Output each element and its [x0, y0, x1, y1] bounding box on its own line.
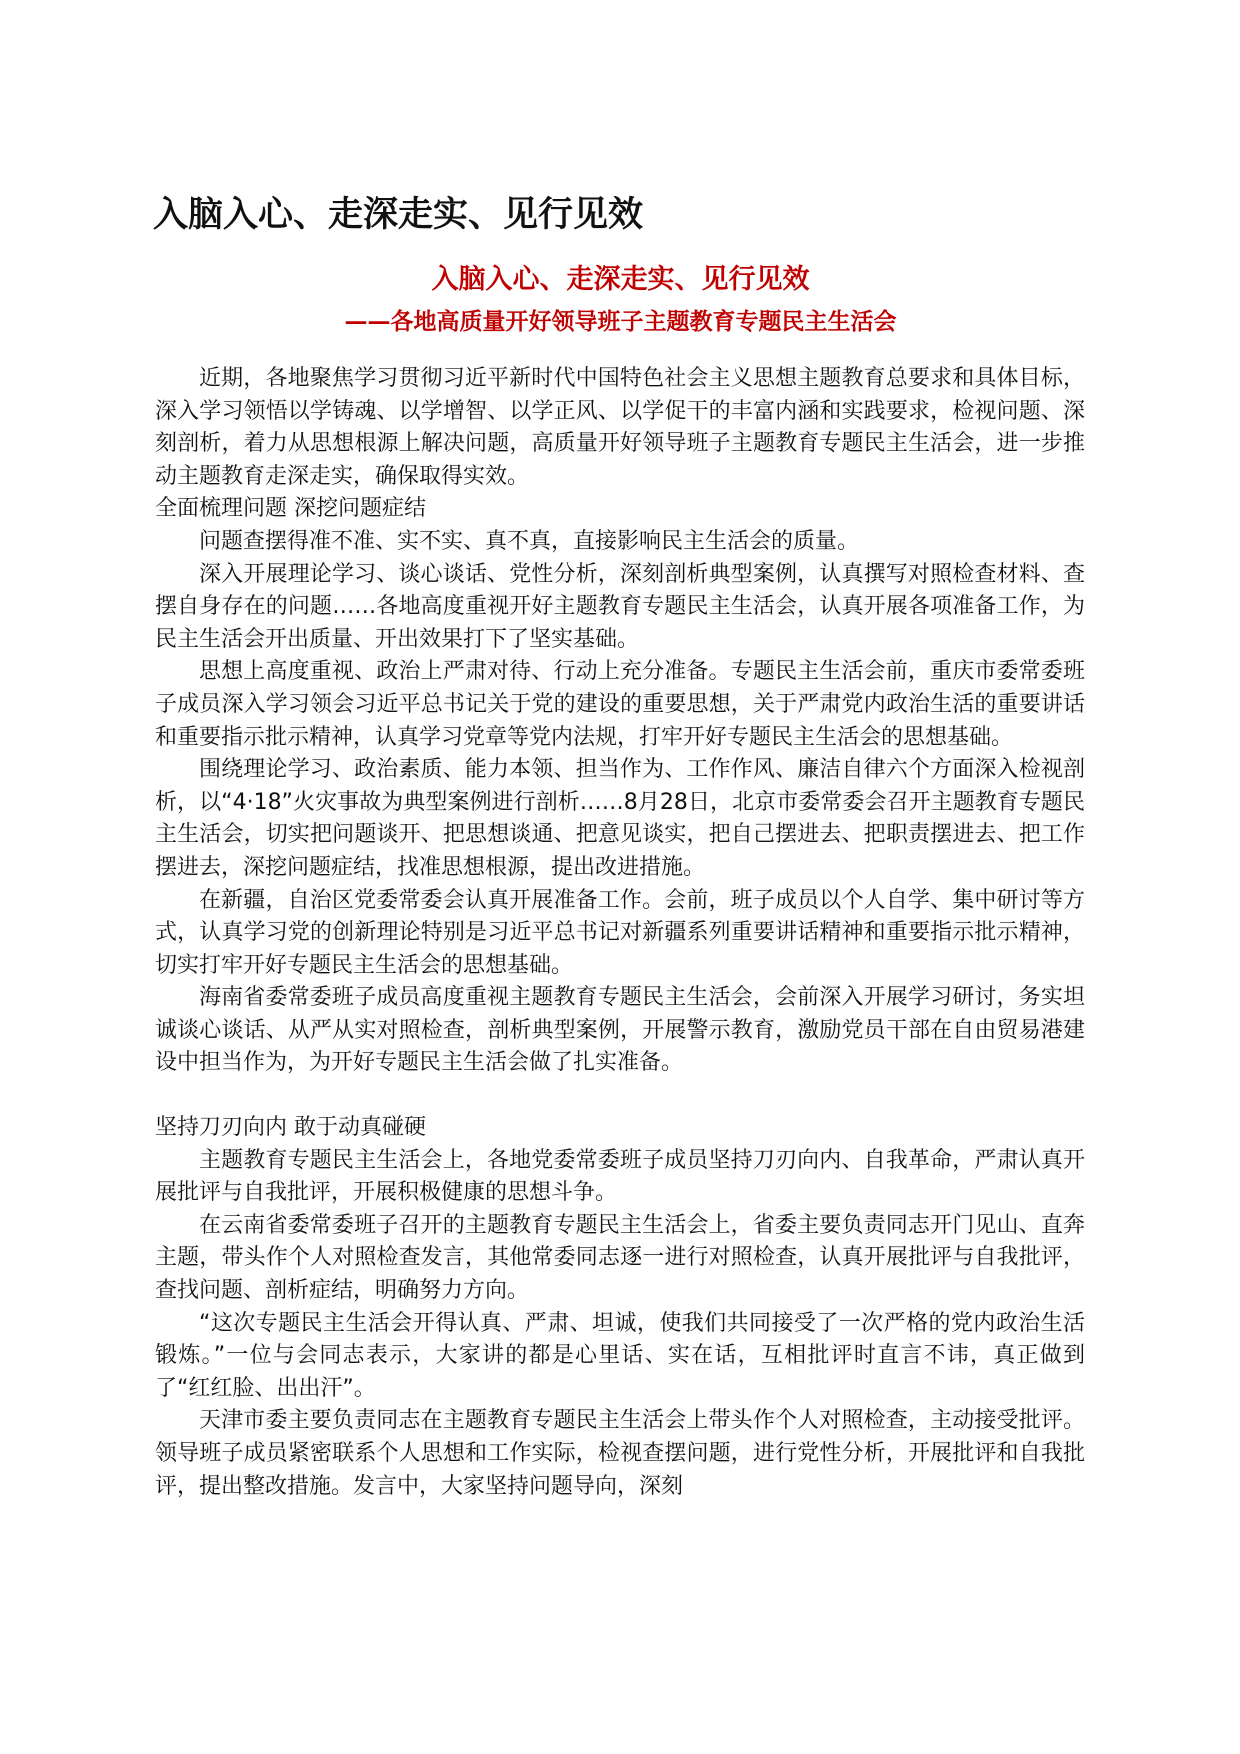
- paragraph: 海南省委常委班子成员高度重视主题教育专题民主生活会，会前深入开展学习研讨，务实坦诚谈心谈话、从严从实对照检查，剖析典型案例，开展警示教育，激励党员干部在自由贸易港建设中担当作为，为开好专题民主生活会做了扎实准备。: [155, 985, 1085, 1076]
- intro-paragraph: 近期，各地聚焦学习贯彻习近平新时代中国特色社会主义思想主题教育总要求和具体目标，深入学习领悟以学铸魂、以学增智、以学正风、以学促干的丰富内涵和实践要求，检视问题、深刻剖析，着力从思想根源上解决问题，高质量开好领导班子主题教育专题民主生活会，进一步推动主题教育走深走实，确保取得实效。: [155, 366, 1085, 489]
- paragraph: “这次专题民主生活会开得认真、严肃、坦诚，使我们共同接受了一次严格的党内政治生活锻炼。”一位与会同志表示，大家讲的都是心里话、实在话，互相批评时直言不讳，真正做到了“红红脸、出出汗”。: [155, 1310, 1085, 1401]
- paragraph: 主题教育专题民主生活会上，各地党委常委班子成员坚持刀刃向内、自我革命，严肃认真开展批评与自我批评，开展积极健康的思想斗争。: [155, 1147, 1085, 1206]
- article-body: [155, 363, 1085, 1503]
- document-title: 入脑入心、走深走实、见行见效: [153, 194, 644, 235]
- article-subtitle: ——各地高质量开好领导班子主题教育专题民主生活会: [344, 308, 897, 335]
- paragraph: 深入开展理论学习、谈心谈话、党性分析，深刻剖析典型案例，认真撰写对照检查材料、查摆自身存在的问题……各地高度重视开好主题教育专题民主生活会，认真开展各项准备工作，为民主生活会开出质量、开出效果打下了坚实基础。: [155, 561, 1085, 652]
- paragraph: 在云南省委常委班子召开的主题教育专题民主生活会上，省委主要负责同志开门见山、直奔主题，带头作个人对照检查发言，其他常委同志逐一进行对照检查，认真开展批评与自我批评，查找问题、剖析症结，明确努力方向。: [155, 1212, 1085, 1304]
- paragraph: 围绕理论学习、政治素质、能力本领、担当作为、工作作风、廉洁自律六个方面深入检视剖析，以“4·18”火灾事故为典型案例进行剖析……8月28日，北京市委常委会召开主题教育专题民主生活会，切实把问题谈开、把思想谈通、把意见谈实，把自己摆进去、把职责摆进去、把工作摆进去，深挖问题症结，找准思想根源，提出改进措施。: [155, 757, 1085, 880]
- paragraph: 问题查摆得准不准、实不实、真不真，直接影响民主生活会的质量。: [199, 528, 860, 554]
- section-heading-1: 全面梳理问题 深挖问题症结: [155, 496, 426, 522]
- article-title: 入脑入心、走深走实、见行见效: [431, 264, 810, 295]
- paragraph: 在新疆，自治区党委常委会认真开展准备工作。会前，班子成员以个人自学、集中研讨等方式，认真学习党的创新理论特别是习近平总书记对新疆系列重要讲话精神和重要指示批示精神，切实打牢开好专题民主生活会的思想基础。: [155, 887, 1085, 978]
- paragraph: 天津市委主要负责同志在主题教育专题民主生活会上带头作个人对照检查，主动接受批评。领导班子成员紧密联系个人思想和工作实际，检视查摆问题，进行党性分析，开展批评和自我批评，提出整改措施。发言中，大家坚持问题导向，深刻: [155, 1408, 1085, 1499]
- paragraph: 思想上高度重视、政治上严肃对待、行动上充分准备。专题民主生活会前，重庆市委常委班子成员深入学习领会习近平总书记关于党的建设的重要思想，关于严肃党内政治生活的重要讲话和重要指示批示精神，认真学习党章等党内法规，打牢开好专题民主生活会的思想基础。: [155, 659, 1085, 750]
- section-spacer: [155, 1080, 1085, 1112]
- section-heading-2: 坚持刀刃向内 敢于动真碰硬: [155, 1115, 426, 1141]
